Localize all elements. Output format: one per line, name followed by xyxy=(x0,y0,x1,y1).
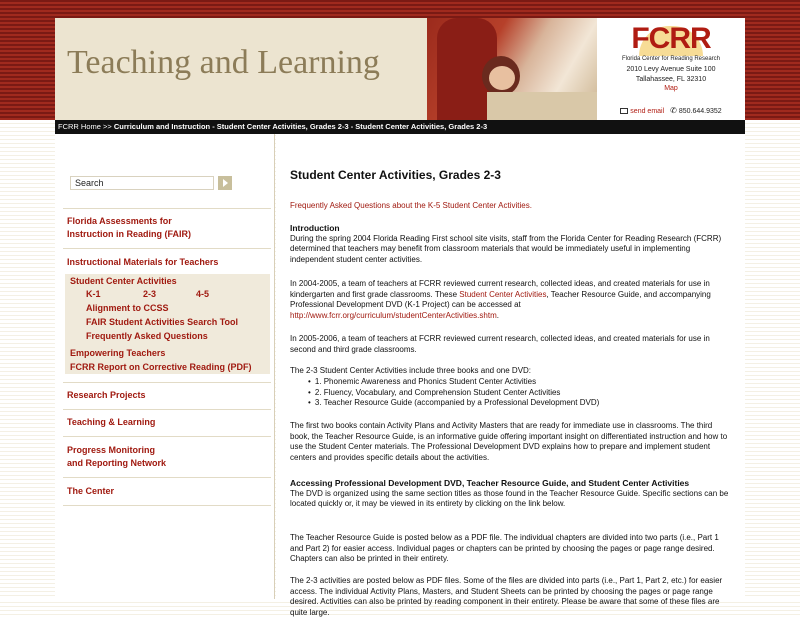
intro-text: During the spring 2004 Florida Reading First school site visits, staff from the Florida Center for Reading Research (FCRR) determined that teachers may benefit from classroom materials that would be immediately useful in implementing independent student center activities. xyxy=(290,233,722,264)
dvd-text: The DVD is organized using the same section titles as those found in the Teacher Resource Guide. Specific sections can be located quickly or, it may be viewed in its entirety by clicking on the link below. xyxy=(290,488,729,508)
nav-the-center[interactable]: The Center xyxy=(67,486,115,496)
nav-progress-line1: Progress Monitoring xyxy=(67,445,156,455)
nav-corrective-reading[interactable]: FCRR Report on Corrective Reading (PDF) xyxy=(70,362,252,372)
nav-2-3[interactable]: 2-3 xyxy=(143,289,157,299)
books-list xyxy=(308,377,708,409)
site-header xyxy=(55,18,745,120)
map-link[interactable]: Map xyxy=(664,85,678,92)
page-banner-title: Teaching and Learning xyxy=(67,44,380,81)
nav-k1[interactable]: K-1 xyxy=(86,289,101,299)
phone-number: 850.644.9352 xyxy=(678,108,722,115)
nav-empowering[interactable]: Empowering Teachers xyxy=(70,348,166,358)
intro-section xyxy=(290,223,730,265)
page-title: Student Center Activities, Grades 2-3 xyxy=(290,168,501,182)
nav-progress-line2: and Reporting Network xyxy=(67,458,167,468)
fcrr-org-name: Florida Center for Reading Research xyxy=(621,56,721,62)
photo-desk xyxy=(487,92,597,120)
nav-instructional-materials[interactable]: Instructional Materials for Teachers xyxy=(67,257,219,267)
nav-teaching-learning[interactable]: Teaching & Learning xyxy=(67,417,156,427)
paragraph-2004 xyxy=(290,279,730,321)
k1-project-url-link[interactable]: http://www.fcrr.org/curriculum/studentCenterActivities.shtm xyxy=(290,310,497,320)
nav-fair[interactable] xyxy=(67,215,191,241)
search-input[interactable] xyxy=(70,176,214,190)
fcrr-info-box xyxy=(597,18,745,120)
address-line-2: Tallahassee, FL 32310 xyxy=(635,76,707,83)
header-photo xyxy=(427,18,597,120)
divider xyxy=(63,208,271,209)
paragraph-books-description: The first two books contain Activity Plans and Activity Masters that are ready for immediate use in classrooms. The third book, the Teacher Resource Guide, is an informative guide offering important insight on differentiated instruction and how to use the Student Center materials. The Professional Development DVD explains how to prepare and implement student centers and provides specific details about the activities. xyxy=(290,421,728,462)
arrow-right-icon xyxy=(223,179,228,187)
divider xyxy=(63,382,271,383)
phone-icon: ✆ xyxy=(670,106,677,115)
list-item: • 3. Teacher Resource Guide (accompanied by a Professional Development DVD) xyxy=(308,398,708,409)
envelope-icon xyxy=(620,108,628,114)
faq-link[interactable]: Frequently Asked Questions about the K-5 Student Center Activities. xyxy=(290,201,532,210)
breadcrumb-home[interactable]: FCRR Home >> xyxy=(58,122,112,131)
paragraph-activities: The 2-3 activities are posted below as PDF files. Some of the files are divided into parts (i.e., Part 1, Part 2, etc.) for easier access. The individual Activity Plans, Masters, and Student Sheets can be printed by choosing the pages or page range desired. Activities can also be printed by reading component in their entirety. Please be aware that some of these files are quite large. xyxy=(290,576,723,617)
divider xyxy=(63,477,271,478)
p2-end: . xyxy=(496,310,499,320)
send-email-link[interactable]: send email xyxy=(630,108,665,115)
divider xyxy=(63,505,271,506)
page xyxy=(55,18,745,617)
breadcrumb-trail[interactable]: Curriculum and Instruction - Student Center Activities, Grades 2-3 - Student Center Activities, Grades 2-3 xyxy=(113,122,488,131)
nav-fair-line1: Florida Assessments for xyxy=(67,216,172,226)
divider xyxy=(63,248,271,249)
photo-student-face xyxy=(489,66,515,90)
nav-research-projects[interactable]: Research Projects xyxy=(67,390,146,400)
main-content xyxy=(276,134,745,617)
nav-fair-line2: Instruction in Reading (FAIR) xyxy=(67,229,191,239)
intro-heading: Introduction xyxy=(290,223,340,233)
list-item: • 2. Fluency, Vocabulary, and Comprehension Student Center Activities xyxy=(308,388,708,399)
dvd-heading: Accessing Professional Development DVD, Teacher Resource Guide, and Student Center Activities xyxy=(290,478,690,488)
nav-fair-search[interactable]: FAIR Student Activities Search Tool xyxy=(86,317,239,327)
nav-ccss[interactable]: Alignment to CCSS xyxy=(86,303,169,313)
divider xyxy=(63,409,271,410)
paragraph-resource-guide: The Teacher Resource Guide is posted below as a PDF file. The individual chapters are divided into two parts (i.e., Part 1 and Part 2) for easier access. Individual pages or chapters can be printed by choosing the pages or page range desired. Chapters can also be printed in their entirety. xyxy=(290,533,719,563)
list-item: • 1. Phonemic Awareness and Phonics Student Center Activities xyxy=(308,377,708,388)
fcrr-address xyxy=(597,65,745,85)
breadcrumb xyxy=(55,120,745,134)
fcrr-logo[interactable]: FCRR xyxy=(631,22,711,55)
address-line-1: 2010 Levy Avenue Suite 100 xyxy=(626,66,716,73)
divider xyxy=(63,436,271,437)
nav-student-center[interactable]: Student Center Activities xyxy=(70,276,177,286)
dvd-section xyxy=(290,478,730,510)
paragraph-books: The 2-3 Student Center Activities include three books and one DVD: xyxy=(290,366,532,375)
nav-4-5[interactable]: 4-5 xyxy=(196,289,210,299)
paragraph-2005: In 2005-2006, a team of teachers at FCRR reviewed current research, collected ideas, and created materials for use in second and third grade classrooms. xyxy=(290,334,710,354)
student-center-activities-link[interactable]: Student Center Activities xyxy=(459,289,547,299)
p2-text-b: , Teacher Resource Guide, and accompanying Professional Development DVD (K-1 Project) can be accessed at xyxy=(290,289,711,309)
contact-row xyxy=(597,106,745,115)
nav-faq[interactable]: Frequently Asked Questions xyxy=(86,331,208,341)
nav-progress-monitoring[interactable] xyxy=(67,444,166,470)
search-area xyxy=(70,176,270,192)
search-button[interactable] xyxy=(218,176,232,190)
p2-text-a: In 2004-2005, a team of teachers at FCRR reviewed current research, collected ideas, and created materials for use in kindergarten and first grade classrooms. These xyxy=(290,279,710,299)
sidebar xyxy=(55,134,275,599)
